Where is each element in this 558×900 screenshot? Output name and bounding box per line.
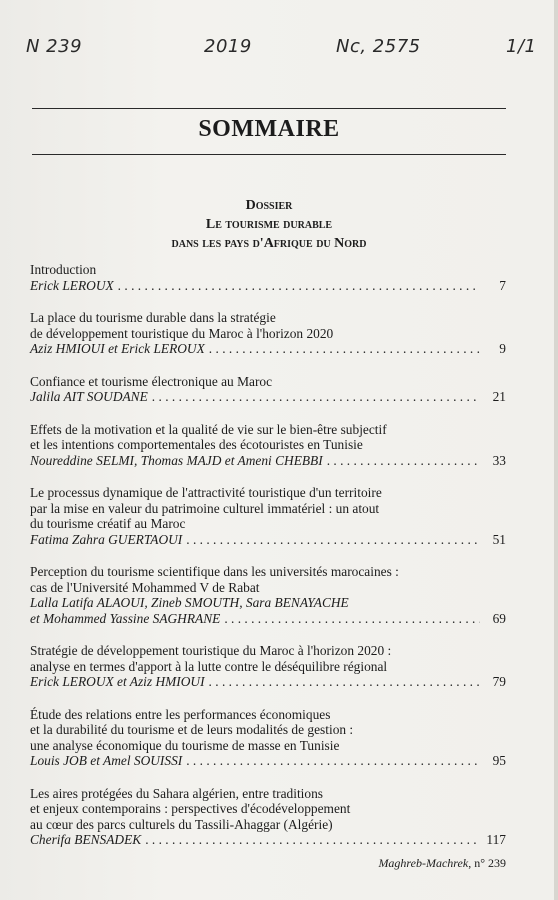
page-title: SOMMAIRE <box>198 116 340 142</box>
toc-entry-page: 21 <box>492 389 506 404</box>
toc-entry-authors-lead: Lalla Latifa ALAOUI, Zineb SMOUTH, Sara BENAYACHE <box>30 595 349 610</box>
toc-entry-title: Perception du tourisme scientifique dans les universités marocaines : cas de l'Université Mohammed V de Rabat <box>30 564 399 595</box>
leader-dots <box>209 674 480 690</box>
handwritten-year: 2019 <box>204 36 252 57</box>
handwritten-number: N 239 <box>26 36 83 57</box>
toc-entry-title: Introduction <box>30 262 97 277</box>
toc-entry-page: 9 <box>499 341 506 356</box>
toc-entry-authors: Aziz HMIOUI et Erick LEROUX <box>30 341 205 356</box>
dossier-label: Dossier <box>245 198 293 213</box>
dossier-line-2: dans les pays d'Afrique du Nord <box>171 236 367 251</box>
handwritten-copy: 1/1 <box>506 36 537 57</box>
dossier-heading <box>32 196 506 253</box>
leader-dots <box>152 389 480 405</box>
toc-entry-author-line <box>30 674 506 690</box>
top-rule <box>32 108 506 109</box>
leader-dots <box>186 753 480 769</box>
leader-dots <box>145 832 480 848</box>
toc-entry-page: 33 <box>492 452 506 468</box>
toc-entry-author-line <box>30 753 506 769</box>
toc-entry-authors: et Mohammed Yassine SAGHRANE <box>30 610 221 626</box>
toc-entry-title: La place du tourisme durable dans la stratégie de développement touristique du Maroc à l'horizon 2020 <box>30 310 334 341</box>
toc-entry-authors: Louis JOB et Amel SOUISSI <box>30 753 183 768</box>
toc-entry-author-line <box>30 341 506 357</box>
toc-entry-page: 7 <box>499 277 506 293</box>
leader-dots <box>186 532 480 548</box>
toc-entry-author-line <box>30 278 506 294</box>
toc-entry-author-line <box>30 453 506 469</box>
toc-entry-author-line <box>30 532 506 548</box>
toc-entry <box>30 262 506 293</box>
toc-entry-authors: Cherifa BENSADEK <box>30 832 142 847</box>
toc-entry-author-line <box>30 389 506 405</box>
leader-dots <box>327 453 480 469</box>
toc-entry-authors: Jalila AIT SOUDANE <box>30 389 148 404</box>
toc-entry-author-line <box>30 611 506 627</box>
toc-entry-page: 79 <box>492 674 506 689</box>
toc-entry <box>30 786 506 848</box>
footer <box>378 856 506 871</box>
leader-dots <box>118 278 480 294</box>
toc-entry-author-line <box>30 832 506 848</box>
table-of-contents <box>30 262 506 865</box>
handwritten-reference: Nc, 2575 <box>336 36 421 57</box>
page-edge <box>554 0 558 900</box>
toc-entry-title: Confiance et tourisme électronique au Maroc <box>30 373 273 389</box>
toc-entry <box>30 374 506 405</box>
toc-entry-title: Étude des relations entre les performances économiques et la durabilité du tourisme et de leurs modalités de gestion : une analyse économique du tourisme de masse en Tunisie <box>30 706 354 753</box>
leader-dots <box>209 341 480 357</box>
leader-dots <box>224 611 480 627</box>
toc-entry-page: 69 <box>492 610 506 626</box>
toc-entry-title: Stratégie de développement touristique du Maroc à l'horizon 2020 : analyse en termes d'apport à la lutte contre le déséquilibre régional <box>30 643 392 674</box>
issue-number: , n° 239 <box>468 856 506 870</box>
toc-entry-authors: Erick LEROUX et Aziz HMIOUI <box>30 674 205 689</box>
title-rule <box>32 154 506 155</box>
journal-name: Maghreb-Machrek <box>378 856 469 870</box>
toc-entry-authors: Erick LEROUX <box>30 277 114 293</box>
toc-entry-authors: Fatima Zahra GUERTAOUI <box>30 531 183 547</box>
toc-entry-title: Les aires protégées du Sahara algérien, entre traditions et enjeux contemporains : perspectives d'écodéveloppement au cœur des parcs culturels du Tassili-Ahaggar (Algérie) <box>30 785 351 832</box>
toc-entry-title: Effets de la motivation et la qualité de vie sur le bien-être subjectif et les intentions comportementales des écotouristes en Tunisie <box>30 421 387 452</box>
toc-entry <box>30 485 506 547</box>
toc-entry-title: Le processus dynamique de l'attractivité touristique d'un territoire par la mise en valeur du patrimoine culturel immatériel : un atout du tourisme créatif au Maroc <box>30 485 382 531</box>
toc-entry <box>30 707 506 769</box>
toc-entry-page: 117 <box>486 832 506 847</box>
toc-entry <box>30 564 506 626</box>
toc-entry-authors: Noureddine SELMI, Thomas MAJD et Ameni CHEBBI <box>30 452 323 468</box>
toc-entry <box>30 422 506 469</box>
toc-entry-page: 51 <box>492 531 506 547</box>
dossier-line-1: Le tourisme durable <box>205 217 333 232</box>
toc-entry <box>30 310 506 357</box>
toc-entry-page: 95 <box>492 753 506 768</box>
toc-entry <box>30 643 506 690</box>
